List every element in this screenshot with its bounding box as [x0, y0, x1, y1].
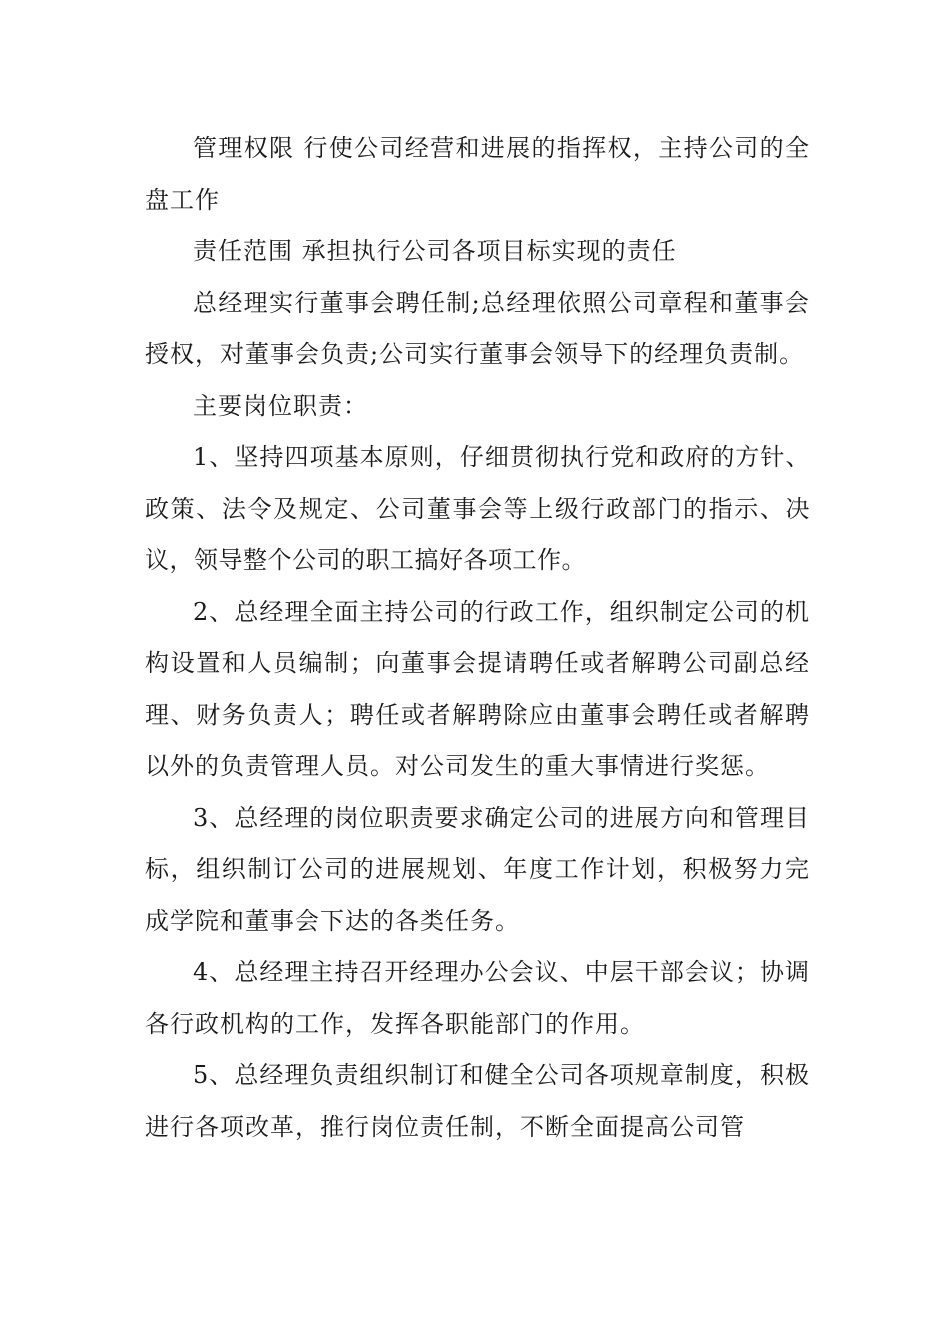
paragraph-management-authority: 管理权限 行使公司经营和进展的指挥权，主持公司的全盘工作	[145, 134, 810, 214]
paragraph-board-appointment: 总经理实行董事会聘任制;总经理依照公司章程和董事会授权，对董事会负责;公司实行董事会领导下的经理负责制。	[145, 288, 810, 368]
paragraph-duty-4: 4、总经理主持召开经理办公会议、中层干部会议；协调各行政机构的工作，发挥各职能部门的作用。	[145, 958, 810, 1038]
paragraph-duty-2: 2、总经理全面主持公司的行政工作，组织制定公司的机构设置和人员编制；向董事会提请聘任或者解聘公司副总经理、财务负责人；聘任或者解聘除应由董事会聘任或者解聘以外的负责管理人员。对公司发生的重大事情进行奖惩。	[145, 597, 810, 780]
paragraph-duty-1: 1、坚持四项基本原则，仔细贯彻执行党和政府的方针、政策、法令及规定、公司董事会等上级行政部门的指示、决议，领导整个公司的职工搞好各项工作。	[145, 443, 810, 574]
paragraph-duty-3: 3、总经理的岗位职责要求确定公司的进展方向和管理目标，组织制订公司的进展规划、年度工作计划，积极努力完成学院和董事会下达的各类任务。	[145, 803, 810, 935]
document-body	[145, 123, 810, 1153]
paragraph-main-duties-heading: 主要岗位职责：	[193, 391, 368, 420]
paragraph-duty-5: 5、总经理负责组织制订和健全公司各项规章制度，积极进行各项改革，推行岗位责任制，不断全面提高公司管	[145, 1061, 810, 1141]
paragraph-responsibility-scope: 责任范围 承担执行公司各项目标实现的责任	[193, 237, 677, 265]
